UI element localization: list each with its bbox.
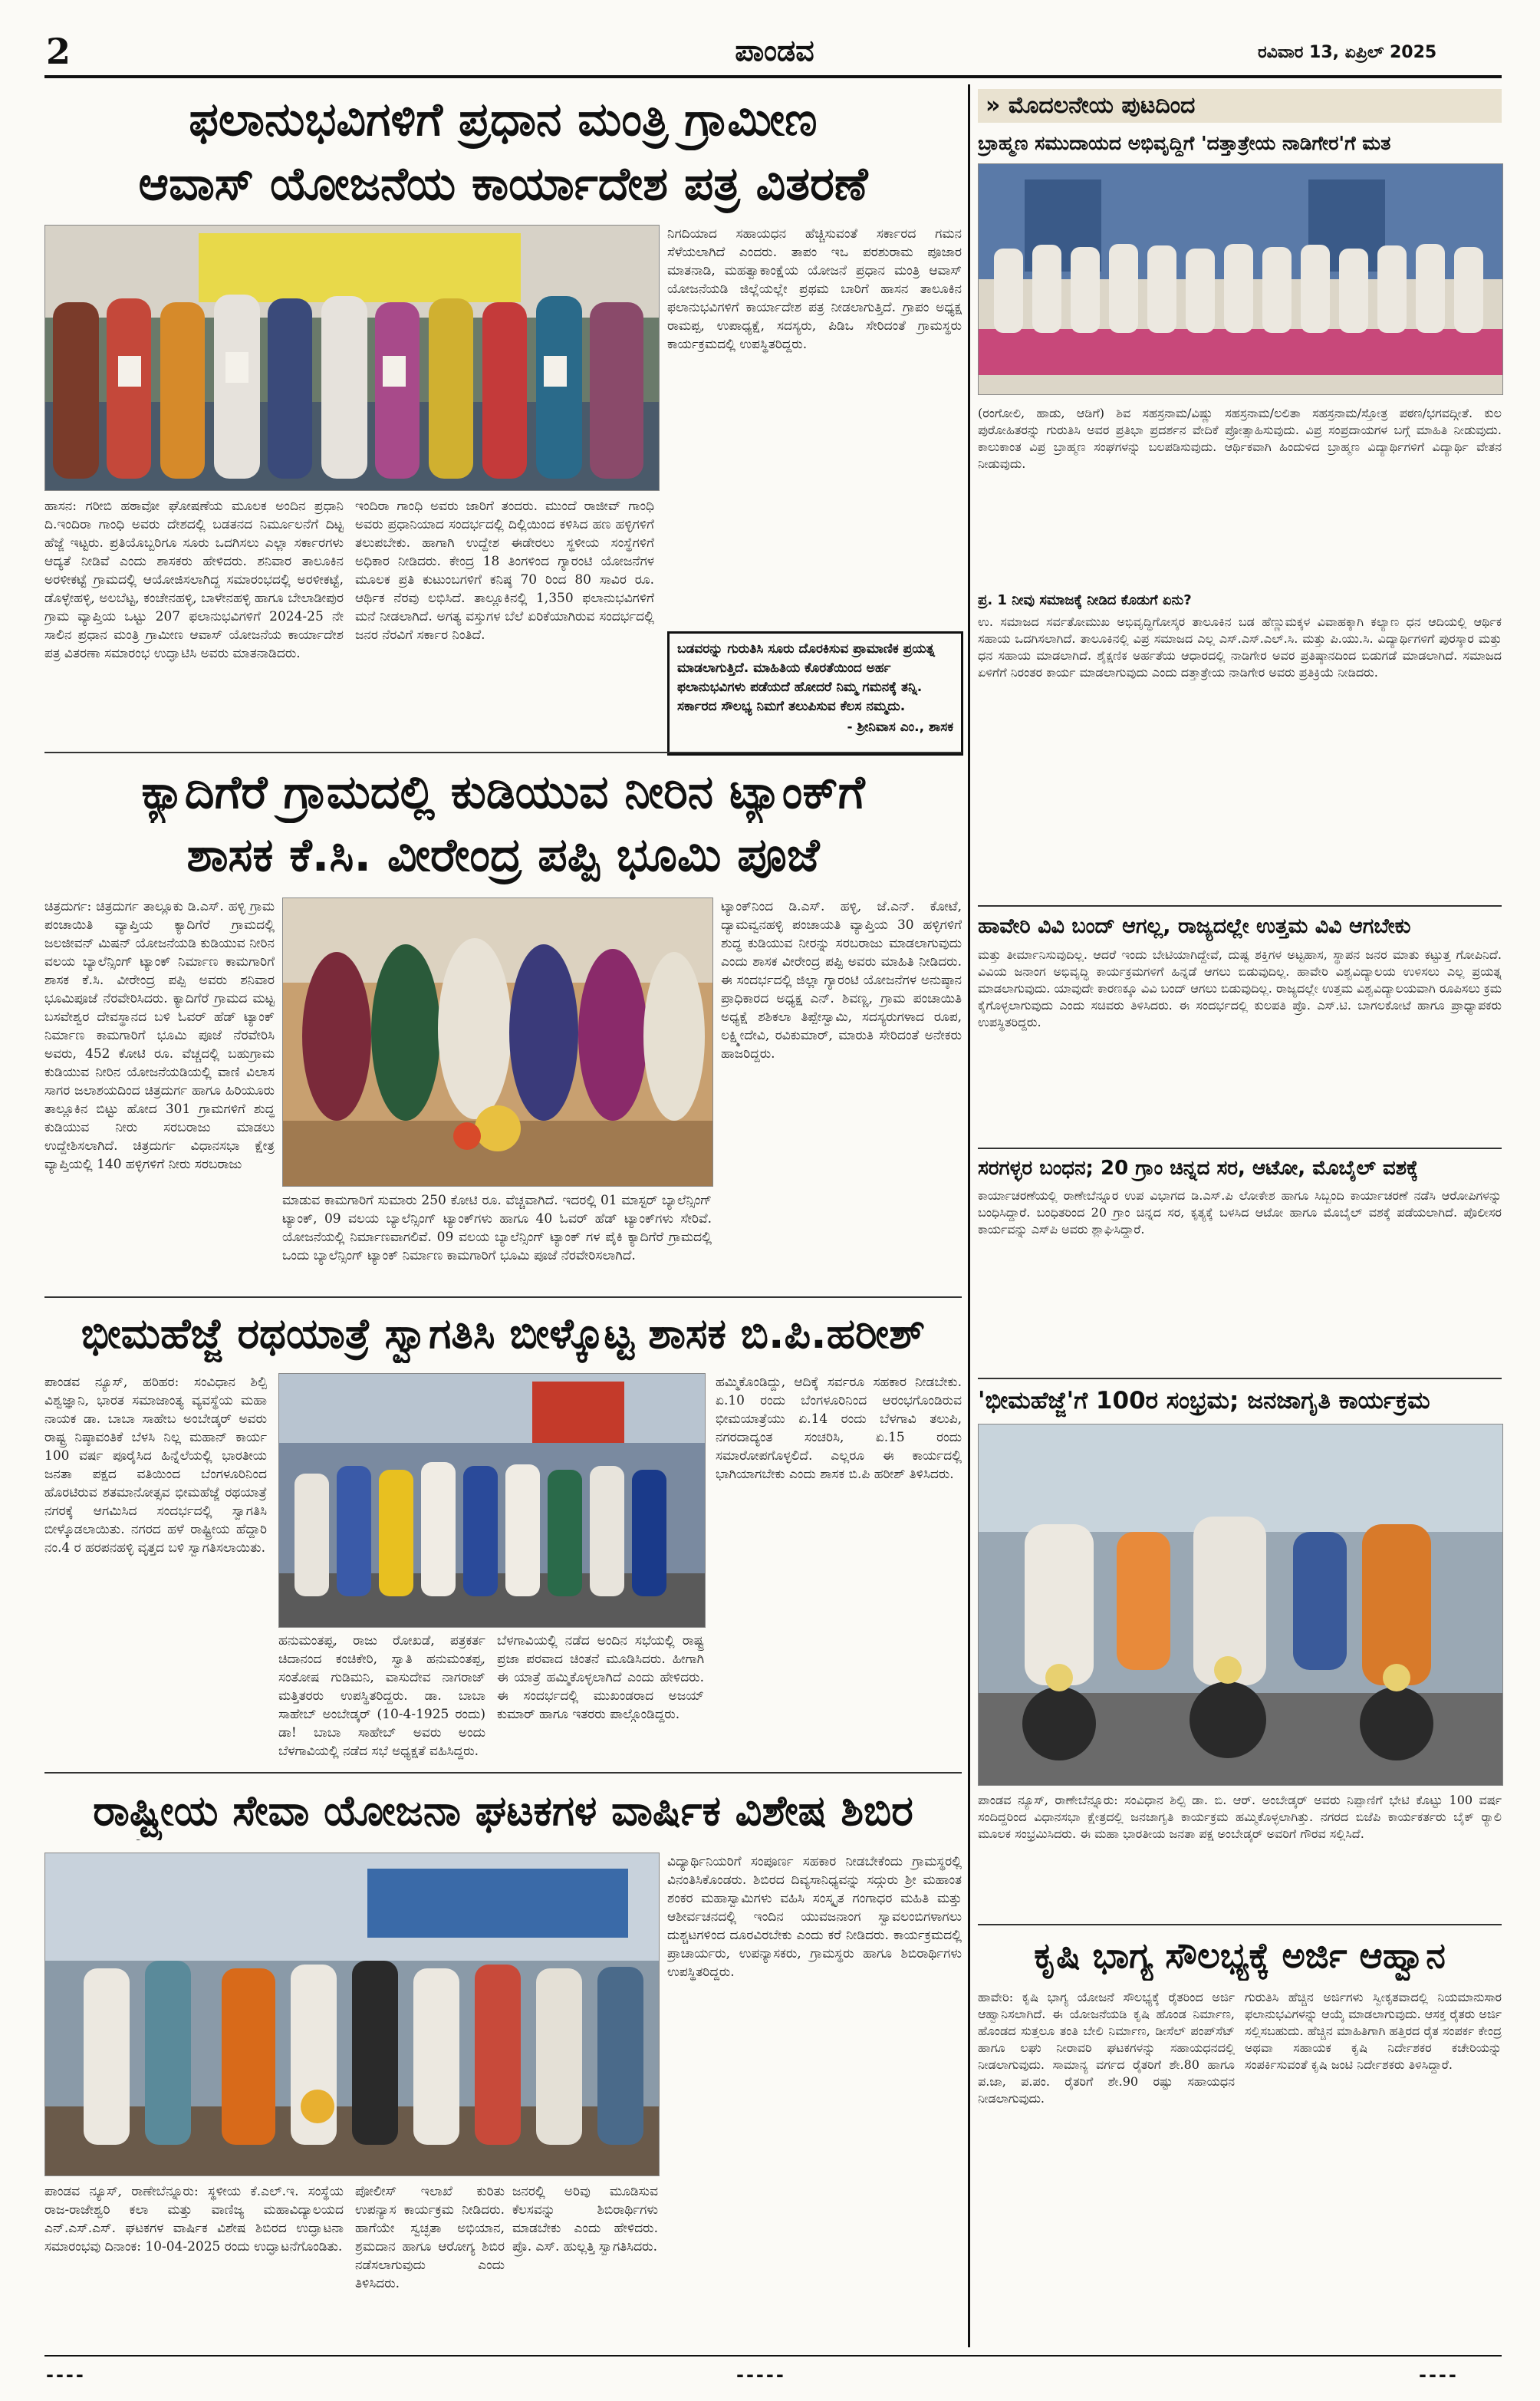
article-krishi-bhagya-body-col2: ಗುರುತಿಸಿ ಹೆಚ್ಚಿನ ಅರ್ಜಿಗಳು ಸ್ವೀಕೃತವಾದಲ್ಲಿ ನಿಯಮಾನುಸಾರ ಫಲಾನುಭವಿಗಳನ್ನು ಆಯ್ಕೆ ಮಾಡಲಾಗುವುದು. ಆಸಕ್ತ ರೈತರು ಅರ್ಜಿ ಸಲ್ಲಿಸಬಹುದು. ಹೆಚ್ಚಿನ ಮಾಹಿತಿಗಾಗಿ ಹತ್ತಿರದ ರೈತ ಸಂಪರ್ಕ ಕೇಂದ್ರ ಅಥವಾ ಸಹಾಯಕ ಕೃಷಿ ನಿರ್ದೇಶಕರ ಕಚೇರಿಯನ್ನು ಸಂಪರ್ಕಿಸುವಂತೆ ಕೃಷಿ ಜಂಟಿ ನಿರ್ದೇಶಕರು ತಿಳಿಸಿದ್ದಾರೆ.	[1245, 1990, 1502, 2072]
divider-r4	[978, 1924, 1502, 1925]
article-housing-body-col2: ಇಂದಿರಾ ಗಾಂಧಿ ಅವರು ಜಾರಿಗೆ ತಂದರು. ಮುಂದೆ ರಾಜೀವ್ ಗಾಂಧಿ ಅವರು ಪ್ರಧಾನಿಯಾದ ಸಂದರ್ಭದಲ್ಲಿ ದಿಲ್ಲಿಯಿಂದ ಕಳಿಸಿದ ಹಣ ಹಳ್ಳಿಗಳಿಗೆ ತಲುಪಬೇಕು. ಹಾಗಾಗಿ ಉದ್ದೇಶ ಈಡೇರಲು ಸ್ಥಳೀಯ ಸಂಸ್ಥೆಗಳಿಗೆ ಅಧಿಕಾರ ನೀಡಿದರು. ಕೇಂದ್ರ 18 ತಿಂಗಳಿಂದ ಗ್ಯಾರಂಟಿ ಯೋಜನೆಗಳ ಮೂಲಕ ಪ್ರತಿ ಕುಟುಂಬಗಳಿಗೆ ಕನಿಷ್ಠ 70 ರಿಂದ 80 ಸಾವಿರ ರೂ. ಆರ್ಥಿಕ ನೆರವು ಲಭಿಸಿದೆ. ತಾಲ್ಲೂಕಿನಲ್ಲಿ 1,350 ಫಲಾನುಭವಿಗಳಿಗೆ ಮನೆ ನೀಡಲಾಗಿದೆ. ಅಗತ್ಯ ವಸ್ತುಗಳ ಬೆಲೆ ಏರಿಕೆಯಾಗಿರುವ ಸಂದರ್ಭದಲ್ಲಿ ಜನರ ನೆರವಿಗೆ ಸರ್ಕಾರ ನಿಂತಿದೆ.	[355, 499, 654, 643]
divider-2	[44, 1296, 962, 1298]
article-housing-photo	[44, 225, 660, 491]
article-housing-quote-attribution: - ಶ್ರೀನಿವಾಸ ಎಂ., ಶಾಸಕ	[847, 720, 953, 735]
column-divider	[968, 84, 970, 2347]
article-brahmin-question: ಪ್ರ. 1 ನೀವು ಸಮಾಜಕ್ಕೆ ನೀಡಿದ ಕೊಡುಗೆ ಏನು?	[978, 592, 1192, 608]
masthead: ಪಾಂಡವ	[735, 34, 814, 68]
article-bheemahejje-body: ಪಾಂಡವ ನ್ಯೂಸ್, ರಾಣೇಬೆನ್ನೂರು: ಸಂವಿಧಾನ ಶಿಲ್ಪಿ ಡಾ. ಬಿ. ಆರ್. ಅಂಬೇಡ್ಕರ್ ಅವರು ನಿಪ್ಪಾಣಿಗೆ ಭೇಟಿ ಕೊಟ್ಟು 100 ವರ್ಷ ಸಂದಿದ್ದರಿಂದ ವಿಧಾನಸಭಾ ಕ್ಷೇತ್ರದಲ್ಲಿ ಜನಜಾಗೃತಿ ಕಾರ್ಯಕ್ರಮ ಹಮ್ಮಿಕೊಳ್ಳಲಾಗಿತ್ತು. ನಗರದ ಬಿಜೆಪಿ ಕಾರ್ಯಕರ್ತರು ಬೈಕ್ ರ್‍ಯಾಲಿ ಮೂಲಕ ಸಂಭ್ರಮಿಸಿದರು. ಈ ಮಹಾ ಭಾರತೀಯ ಜನತಾ ಪಕ್ಷ ಅಂಬೇಡ್ಕರ್ ಅವರಿಗೆ ಗೌರವ ಸಲ್ಲಿಸಿದೆ.	[978, 1793, 1502, 1841]
rathayatra-welcome-photo	[279, 1374, 705, 1627]
article-bheema-rathayatra-caption-col3: ಬೆಳಗಾವಿಯಲ್ಲಿ ನಡೆದ ಅಂದಿನ ಸಭೆಯಲ್ಲಿ ರಾಷ್ಟ್ರ ಪ್ರಜಾ ಪರವಾದ ಚಿಂತನೆ ಮೂಡಿಸಿದರು. ಹೀಗಾಗಿ ಈ ಯಾತ್ರೆ ಹಮ್ಮಿಕೊಳ್ಳಲಾಗಿದೆ ಎಂದು ಹೇಳಿದರು. ಈ ಸಂದರ್ಭದಲ್ಲಿ ಮುಖಂಡರಾದ ಅಜಯ್ ಕುಮಾರ್ ಹಾಗೂ ಇತರರು ಪಾಲ್ಗೊಂಡಿದ್ದರು.	[497, 1633, 704, 1722]
article-chain-snatchers-body: ಕಾರ್ಯಾಚರಣೆಯಲ್ಲಿ ರಾಣೇಬೆನ್ನೂರ ಉಪ ವಿಭಾಗದ ಡಿ.ಎಸ್.ಪಿ ಲೋಕೇಶ ಹಾಗೂ ಸಿಬ್ಬಂದಿ ಕಾರ್ಯಾಚರಣೆ ನಡೆಸಿ ಆರೋಪಿಗಳನ್ನು ಬಂಧಿಸಿದ್ದಾರೆ. ಬಂಧಿತರಿಂದ 20 ಗ್ರಾಂ ಚಿನ್ನದ ಸರ, ಕೃತ್ಯಕ್ಕೆ ಬಳಸಿದ ಆಟೋ ಹಾಗೂ ಮೊಬೈಲ್ ವಶಕ್ಕೆ ಪಡೆಯಲಾಗಿದೆ. ಪೊಲೀಸರ ಕಾರ್ಯವನ್ನು ಎಸ್‌ಪಿ ಅವರು ಶ್ಲಾಘಿಸಿದ್ದಾರೆ.	[978, 1188, 1502, 1237]
article-housing-body-col1: ಹಾಸನ: ಗರೀಬಿ ಹಠಾವೋ ಘೋಷಣೆಯ ಮೂಲಕ ಅಂದಿನ ಪ್ರಧಾನಿ ದಿ.ಇಂದಿರಾ ಗಾಂಧಿ ಅವರು ದೇಶದಲ್ಲಿ ಬಡತನದ ನಿರ್ಮೂಲನೆಗೆ ದಿಟ್ಟ ಹೆಜ್ಜೆ ಇಟ್ಟರು. ಪ್ರತಿಯೊಬ್ಬರಿಗೂ ಸೂರು ಒದಗಿಸಲು ಎಲ್ಲಾ ಸರ್ಕಾರಗಳು ಆದ್ಯತೆ ನೀಡಿವೆ ಎಂದು ಶಾಸಕರು ಹೇಳಿದರು. ಶನಿವಾರ ತಾಲೂಕಿನ ಅರಳೀಕಟ್ಟೆ ಗ್ರಾಮದಲ್ಲಿ ಆಯೋಜಿಸಲಾಗಿದ್ದ ಸಮಾರಂಭದಲ್ಲಿ ಅರಳೀಕಟ್ಟೆ, ಡೊಳ್ಳೇಹಳ್ಳಿ, ಅಲಬೆಟ್ಟ, ಕಂಚೇನಹಳ್ಳಿ, ಬಾಳೇನಹಳ್ಳಿ ಹಾಗೂ ಬೇಲಾಡೀಪುರ ಗ್ರಾಮ ವ್ಯಾಪ್ತಿಯ ಒಟ್ಟು 207 ಫಲಾನುಭವಿಗಳಿಗೆ 2024-25 ನೇ ಸಾಲಿನ ಪ್ರಧಾನ ಮಂತ್ರಿ ಗ್ರಾಮೀಣ ಆವಾಸ್ ಯೋಜನೆಯ ಕಾರ್ಯಾದೇಶ ಪತ್ರ ವಿತರಣಾ ಸಮಾರಂಭ ಉದ್ಘಾಟಿಸಿ ಅವರು ಮಾತನಾಡಿದರು.	[44, 499, 344, 661]
footer-left-marks: ----	[46, 2364, 86, 2386]
footer-rule	[44, 2355, 1502, 2357]
article-water-tank	[44, 756, 962, 1293]
article-bheemahejje-headline: 'ಭೀಮಹೆಜ್ಜೆ'ಗೆ 100ರ ಸಂಭ್ರಮ; ಜನಜಾಗೃತಿ ಕಾರ್ಯಕ್ರಮ	[978, 1387, 1430, 1415]
footer-right-marks: ----	[1419, 2364, 1459, 2386]
section-tag: » ಮೊದಲನೇಯ ಪುಟದಿಂದ	[978, 89, 1502, 123]
bhoomi-pooja-photo	[283, 898, 712, 1186]
header-rule	[44, 75, 1502, 78]
article-bheema-rathayatra	[44, 1300, 962, 1768]
article-bheema-rathayatra-body-col1: ಪಾಂಡವ ನ್ಯೂಸ್, ಹರಿಹರ: ಸಂವಿಧಾನ ಶಿಲ್ಪಿ ವಿಶ್ವಜ್ಞಾನಿ, ಭಾರತ ಸಮಾಜಾಂತ್ಯ ವ್ಯವಸ್ಥೆಯ ಮಹಾ ನಾಯಕ ಡಾ. ಬಾಬಾ ಸಾಹೇಬ ಅಂಬೇಡ್ಕರ್ ಅವರು ರಾಷ್ಟ್ರ ನಿಷ್ಠಾವಂತಿಕೆ ಬೆಳಸಿ ನಿಲ್ಲ ಮಹಾನ್ ಕಾರ್ಯ 100 ವರ್ಷ ಪೂರೈಸಿದ ಹಿನ್ನೆಲೆಯಲ್ಲಿ ಭಾರತೀಯ ಜನತಾ ಪಕ್ಷದ ವತಿಯಿಂದ ಬೆಂಗಳೂರಿನಿಂದ ಹೊರಟಿರುವ ಶತಮಾನೋತ್ಸವ ಭೀಮಹೆಜ್ಜೆ ರಥಯಾತ್ರೆ ನಗರಕ್ಕೆ ಆಗಮಿಸಿದ ಸಂದರ್ಭದಲ್ಲಿ ಸ್ವಾಗತಿಸಿ ಬೀಳ್ಕೊಡಲಾಯಿತು. ನಗರದ ಹಳೆ ರಾಷ್ಟ್ರೀಯ ಹೆದ್ದಾರಿ ನಂ.4 ರ ಹರಪನಹಳ್ಳಿ ವೃತ್ತದ ಬಳಿ ಸ್ವಾಗತಿಸಲಾಯಿತು.	[44, 1375, 267, 1556]
page-number: 2	[46, 31, 71, 72]
article-water-tank-caption: ಮಾಡುವ ಕಾಮಗಾರಿಗೆ ಸುಮಾರು 250 ಕೋಟಿ ರೂ. ವೆಚ್ಚವಾಗಿದೆ. ಇದರಲ್ಲಿ 01 ಮಾಸ್ಟರ್ ಬ್ಯಾಲೆನ್ಸಿಂಗ್ ಟ್ಯಾಂಕ್, 09 ವಲಯ ಬ್ಯಾಲೆನ್ಸಿಂಗ್ ಟ್ಯಾಂಕ್‌ಗಳು ಹಾಗೂ 40 ಓವರ್ ಹೆಡ್ ಟ್ಯಾಂಕ್‌ಗಳು ಸೇರಿವೆ. ಯೋಜನೆಯಲ್ಲಿ ನಿರ್ಮಾಣವಾಗಲಿವೆ. 09 ವಲಯ ಬ್ಯಾಲೆನ್ಸಿಂಗ್ ಟ್ಯಾಂಕ್ ಗಳ ಪೈಕಿ ಕ್ಯಾದಿಗೆರೆ ಗ್ರಾಮದಲ್ಲಿ ಒಂದು ಬ್ಯಾಲೆನ್ಸಿಂಗ್ ಟ್ಯಾಂಕ್ ನಿರ್ಮಾಣ ಕಾಮಗಾರಿಗೆ ಭೂಮಿ ಪೂಜೆ ನೆರವೇರಿಸಲಾಗಿದೆ.	[282, 1193, 712, 1263]
article-housing-body-col3: ನಿಗದಿಯಾದ ಸಹಾಯಧನ ಹೆಚ್ಚಿಸುವಂತೆ ಸರ್ಕಾರದ ಗಮನ ಸೆಳೆಯಲಾಗಿದೆ ಎಂದರು. ತಾಪಂ ಇಒ ಪರಶುರಾಮ ಪೂಜಾರ ಮಾತನಾಡಿ, ಮಹತ್ವಾಕಾಂಕ್ಷೆಯ ಯೋಜನೆ ಪ್ರಧಾನ ಮಂತ್ರಿ ಆವಾಸ್ ಯೋಜನೆಯಡಿ ಜಿಲ್ಲೆಯಲ್ಲೇ ಪ್ರಥಮ ಬಾರಿಗೆ ಹಾಸನ ತಾಲೂಕಿನ ಫಲಾನುಭವಿಗಳಿಗೆ ಕಾರ್ಯಾದೇಶ ಪತ್ರ ನೀಡಲಾಗುತ್ತಿದೆ. ಗ್ರಾಪಂ ಅಧ್ಯಕ್ಷ ರಾಮಪ್ಪ, ಉಪಾಧ್ಯಕ್ಷೆ, ಸದಸ್ಯರು, ಪಿಡಿಒ ಸೇರಿದಂತೆ ಗ್ರಾಮಸ್ಥರು ಕಾರ್ಯಕ್ರಮದಲ್ಲಿ ಉಪಸ್ಥಿತರಿದ್ದರು.	[667, 226, 962, 352]
article-water-tank-photo	[282, 897, 713, 1187]
divider-r3	[978, 1378, 1502, 1379]
article-brahmin-photo	[978, 163, 1503, 395]
issue-date: ರವಿವಾರ 13, ಏಪ್ರಿಲ್ 2025	[1258, 43, 1437, 62]
divider-1	[44, 752, 962, 753]
article-water-tank-headline-2: ಶಾಸಕ ಕೆ.ಸಿ. ವೀರೇಂದ್ರ ಪಪ್ಪಿ ಭೂಮಿ ಪೂಜೆ	[186, 828, 820, 882]
article-krishi-bhagya-body-col1: ಹಾವೇರಿ: ಕೃಷಿ ಭಾಗ್ಯ ಯೋಜನೆ ಸೌಲಭ್ಯಕ್ಕೆ ರೈತರಿಂದ ಅರ್ಜಿ ಆಹ್ವಾನಿಸಲಾಗಿದೆ. ಈ ಯೋಜನೆಯಡಿ ಕೃಷಿ ಹೊಂಡ ನಿರ್ಮಾಣ, ಹೊಂಡದ ಸುತ್ತಲೂ ತಂತಿ ಬೇಲಿ ನಿರ್ಮಾಣ, ಡೀಸೆಲ್ ಪಂಪ್‌ಸೆಟ್ ಹಾಗೂ ಲಘು ನೀರಾವರಿ ಘಟಕಗಳನ್ನು ಸಹಾಯಧನದಲ್ಲಿ ನೀಡಲಾಗುವುದು. ಸಾಮಾನ್ಯ ವರ್ಗದ ರೈತರಿಗೆ ಶೇ.80 ಹಾಗೂ ಪ.ಜಾ, ಪ.ಪಂ. ರೈತರಿಗೆ ಶೇ.90 ರಷ್ಟು ಸಹಾಯಧನ ನೀಡಲಾಗುವುದು.	[978, 1990, 1235, 2106]
bike-rally-photo	[979, 1424, 1502, 1785]
article-housing-headline-1: ಫಲಾನುಭವಿಗಳಿಗೆ ಪ್ರಧಾನ ಮಂತ್ರಿ ಗ್ರಾಮೀಣ	[189, 93, 818, 147]
article-nss-camp-photo	[44, 1853, 660, 2176]
article-nss-camp-body-col1: ಪಾಂಡವ ನ್ಯೂಸ್, ರಾಣೇಬೆನ್ನೂರು: ಸ್ಥಳೀಯ ಕೆ.ಎಲ್.ಇ. ಸಂಸ್ಥೆಯ ರಾಜ-ರಾಜೇಶ್ವರಿ ಕಲಾ ಮತ್ತು ವಾಣಿಜ್ಯ ಮಹಾವಿದ್ಯಾಲಯದ ಎನ್.ಎಸ್.ಎಸ್. ಘಟಕಗಳ ವಾರ್ಷಿಕ ವಿಶೇಷ ಶಿಬಿರದ ಉದ್ಘಾಟನಾ ಸಮಾರಂಭವು ದಿನಾಂಕ: 10-04-2025 ರಂದು ಉದ್ಘಾಟನೆಗೊಂಡಿತು.	[44, 2184, 344, 2254]
article-university-headline: ಹಾವೇರಿ ವಿವಿ ಬಂದ್ ಆಗಲ್ಲ, ರಾಜ್ಯದಲ್ಲೇ ಉತ್ತಮ ವಿವಿ ಆಗಬೇಕು	[978, 914, 1411, 938]
beneficiaries-group-photo	[45, 226, 659, 490]
article-krishi-bhagya-headline: ಕೃಷಿ ಭಾಗ್ಯ ಸೌಲಭ್ಯಕ್ಕೆ ಅರ್ಜಿ ಆಹ್ವಾನ	[1034, 1935, 1446, 1976]
divider-r1	[978, 905, 1502, 907]
article-nss-camp-body-col2: ಪೋಲೀಸ್ ಇಲಾಖೆ ಕುರಿತು ಉಪನ್ಯಾಸ ಕಾರ್ಯಕ್ರಮ ನೀಡಿದರು. ಹಾಗೆಯೇ ಸ್ವಚ್ಛತಾ ಅಭಿಯಾನ, ಶ್ರಮದಾನ ಹಾಗೂ ಆರೋಗ್ಯ ಶಿಬಿರ ನಡೆಸಲಾಗುವುದು ಎಂದು ತಿಳಿಸಿದರು.	[355, 2184, 505, 2291]
article-water-tank-headline-1: ಕ್ಯಾದಿಗೆರೆ ಗ್ರಾಮದಲ್ಲಿ ಕುಡಿಯುವ ನೀರಿನ ಟ್ಯಾಂಕ್‌ಗೆ	[141, 766, 865, 819]
article-bheema-rathayatra-body-col2: ಹಮ್ಮಿಕೊಂಡಿದ್ದು, ಆದಿಕ್ಕೆ ಸರ್ವರೂ ಸಹಕಾರ ನೀಡಬೇಕು. ಏ.10 ರಂದು ಬೆಂಗಳೂರಿನಿಂದ ಆರಂಭಗೊಂಡಿರುವ ಭೀಮಯಾತ್ರೆಯು ಏ.14 ರಂದು ಬೆಳಗಾವಿ ತಲುಪಿ, ನಗರದಾದ್ಯಂತ ಸಂಚರಿಸಿ, ಏ.15 ರಂದು ಸಮಾರೋಪಗೊಳ್ಳಲಿದೆ. ಎಲ್ಲರೂ ಈ ಕಾರ್ಯದಲ್ಲಿ ಭಾಗಿಯಾಗಬೇಕು ಎಂದು ಶಾಸಕ ಬಿ.ಪಿ ಹರೀಶ್ ತಿಳಿಸಿದರು.	[716, 1375, 962, 1482]
divider-r2	[978, 1148, 1502, 1149]
article-nss-camp-body-right: ವಿದ್ಯಾರ್ಥಿನಿಯರಿಗೆ ಸಂಪೂರ್ಣ ಸಹಕಾರ ನೀಡಬೇಕೆಂದು ಗ್ರಾಮಸ್ಥರಲ್ಲಿ ವಿನಂತಿಸಿಕೊಂಡರು. ಶಿಬಿರದ ದಿವ್ಯಸಾನಿಧ್ಯವನ್ನು ಸದ್ಗುರು ಶ್ರೀ ಮಹಾಂತ ಶಂಕರ ಮಹಾಸ್ವಾಮಿಗಳು ವಹಿಸಿ ಸಂಸ್ಕೃತ ಗಂಗಾಧರ ಮಹಿತಿ ಮತ್ತು ಆಶೀರ್ವಚನದಲ್ಲಿ ಇಂದಿನ ಯುವಜನಾಂಗ ಸ್ವಾವಲಂಬಿಗಳಾಗಲು ದುಶ್ಚಟಗಳಿಂದ ದೂರವಿರಬೇಕು ಎಂದು ಕರೆ ನೀಡಿದರು. ಕಾರ್ಯಕ್ರಮದಲ್ಲಿ ಪ್ರಾಚಾರ್ಯರು, ಉಪನ್ಯಾಸಕರು, ಗ್ರಾಮಸ್ಥರು ಹಾಗೂ ಶಿಬಿರಾರ್ಥಿಗಳು ಉಪಸ್ಥಿತರಿದ್ದರು.	[667, 1854, 962, 1980]
article-university-body: ಮತ್ತು ತೀರ್ಮಾನಿಸುವುದಿಲ್ಲ. ಆದರೆ ಇಂದು ಬೇಟಿಯಾಗಿದ್ದೇವೆ, ದುಷ್ಟ ಶಕ್ತಿಗಳ ಅಟ್ಟಹಾಸ, ಸ್ಥಾಪನ ಜನರ ಮಾತು ಕಟ್ಟುತ್ತ ಗೋಪಿನಿದೆ. ವಿವಿಯ ಜನಾಂಗ ಅಭಿವೃದ್ಧಿ ಕಾರ್ಯಕ್ರಮಗಳಿಗೆ ಹಿನ್ನಡೆ ಆಗಲು ಬಿಡುವುದಿಲ್ಲ. ಹಾವೇರಿ ವಿಶ್ವವಿದ್ಯಾಲಯ ಉಳಿಸಲು ಎಲ್ಲ ಪ್ರಯತ್ನ ಮಾಡಲಾಗುವುದು. ಯಾವುದೇ ಕಾರಣಕ್ಕೂ ವಿವಿ ಬಂದ್ ಆಗಲು ಬಿಡುವುದಿಲ್ಲ. ರಾಜ್ಯದಲ್ಲೇ ಉತ್ತಮ ವಿಶ್ವವಿದ್ಯಾಲಯವಾಗಿ ರೂಪಿಸಲು ಕ್ರಮ ಕೈಗೊಳ್ಳಲಾಗುವುದು ಎಂದು ಸಚಿವರು ತಿಳಿಸಿದರು. ಈ ಸಂದರ್ಭದಲ್ಲಿ ಕುಲಪತಿ ಪ್ರೊ. ಎಸ್.ಟಿ. ಬಾಗಲಕೋಟೆ ಹಾಗೂ ಪ್ರಾಧ್ಯಾಪಕರು ಉಪಸ್ಥಿತರಿದ್ದರು.	[978, 947, 1502, 1029]
article-brahmin-headline: ಬ್ರಾಹ್ಮಣ ಸಮುದಾಯದ ಅಭಿವೃದ್ಧಿಗೆ 'ದತ್ತಾತ್ರೇಯ ನಾಡಿಗೇರ'ಗೆ ಮತ	[978, 132, 1391, 154]
article-housing-headline-2: ಆವಾಸ್ ಯೋಜನೆಯ ಕಾರ್ಯಾದೇಶ ಪತ್ರ ವಿತರಣೆ	[138, 157, 868, 211]
article-brahmin-body: (ರಂಗೋಲಿ, ಹಾಡು, ಆಡಿಗೆ) ಶಿವ ಸಹಸ್ರನಾಮ/ವಿಷ್ಣು ಸಹಸ್ರನಾಮ/ಲಲಿತಾ ಸಹಸ್ರನಾಮ/ಸ್ತೋತ್ರ ಪಠಣ/ಭಗವದ್ಗೀತೆ. ಕುಲ ಪುರೋಹಿತರನ್ನು ಗುರುತಿಸಿ ಅವರ ಪ್ರತಿಭಾ ಪ್ರದರ್ಶನ ವೇದಿಕೆ ಪ್ರೋತ್ಸಾಹಿಸುವುದು. ವಿಪ್ರ ಸಂಪ್ರದಾಯಗಳ ಬಗ್ಗೆ ಮಾಹಿತಿ ನೀಡುವುದು. ಕಾಲುಕಾಂತ ವಿಪ್ರ ಬ್ರಾಹ್ಮಣ ಸಂಘಗಳನ್ನು ಬಲಪಡಿಸುವುದು. ಆರ್ಥಿಕವಾಗಿ ಹಿಂದುಳಿದ ಬ್ರಾಹ್ಮಣ ವಿದ್ಯಾರ್ಥಿಗಳಿಗೆ ವಿದ್ಯಾರ್ಥಿ ವೇತನ ನೀಡುವುದು.	[978, 406, 1502, 471]
article-bheema-rathayatra-caption-col2: ಹನುಮಂತಪ್ಪ, ರಾಜು ರೋಖಡೆ, ಪತ್ರಕರ್ತ ಚಿದಾನಂದ ಕಂಚಿಕೇರಿ, ಸ್ವಾತಿ ಹನುಮಂತಪ್ಪ, ಸಂತೋಷ ಗುಡಿಮನಿ, ವಾಸುದೇವ ನಾಗರಾಜ್ ಮತ್ತಿತರರು ಉಪಸ್ಥಿತರಿದ್ದರು. ಡಾ. ಬಾಬಾ ಸಾಹೇಬ್ ಅಂಬೇಡ್ಕರ್ (10-4-1925 ರಂದು) ಡಾ! ಬಾಬಾ ಸಾಹೇಬ್ ಅವರು ಅಂದು ಬೆಳಗಾವಿಯಲ್ಲಿ ನಡೆದ ಸಭೆ ಅಧ್ಯಕ್ಷತೆ ವಹಿಸಿದ್ದರು.	[278, 1633, 485, 1759]
footer-center-marks: -----	[736, 2364, 786, 2386]
article-nss-camp-body-col3: ಜನರಲ್ಲಿ ಅರಿವು ಮೂಡಿಸುವ ಕೆಲಸವನ್ನು ಶಿಬಿರಾರ್ಥಿಗಳು ಮಾಡಬೇಕು ಎಂದು ಹೇಳಿದರು. ಪ್ರೊ. ಎಸ್. ಹುಲ್ಲತ್ತಿ ಸ್ವಾಗತಿಸಿದರು.	[512, 2184, 658, 2254]
right-column	[978, 83, 1502, 2346]
article-nss-camp-headline: ರಾಷ್ಟ್ರೀಯ ಸೇವಾ ಯೋಜನಾ ಘಟಕಗಳ ವಾರ್ಷಿಕ ವಿಶೇಷ ಶಿಬಿರ	[93, 1787, 913, 1835]
article-housing-quote-text: ಬಡವರನ್ನು ಗುರುತಿಸಿ ಸೂರು ದೊರಕಿಸುವ ಪ್ರಾಮಾಣಿಕ ಪ್ರಯತ್ನ ಮಾಡಲಾಗುತ್ತಿದೆ. ಮಾಹಿತಿಯ ಕೊರತೆಯಿಂದ ಅರ್ಹ ಫಲಾನುಭವಿಗಳು ಪಡೆಯದೆ ಹೋದರೆ ನಿಮ್ಮ ಗಮನಕ್ಕೆ ತನ್ನಿ. ಸರ್ಕಾರದ ಸೌಲಭ್ಯ ನಿಮಗೆ ತಲುಪಿಸುವ ಕೆಲಸ ನಮ್ಮದು.	[677, 641, 935, 714]
article-brahmin-answer: ಉ. ಸಮಾಜದ ಸರ್ವತೋಮುಖ ಅಭಿವೃದ್ಧಿಗೋಸ್ಕರ ತಾಲೂಕಿನ ಬಡ ಹೆಣ್ಣುಮಕ್ಕಳ ವಿವಾಹಕ್ಕಾಗಿ ಕಲ್ಯಾಣ ಧನ ಆದಿಯಲ್ಲಿ ಆರ್ಥಿಕ ಸಹಾಯ ಒದಗಿಸಲಾಗಿದೆ. ತಾಲೂಕಿನಲ್ಲಿ ವಿಪ್ರ ಸಮಾಜದ ಎಲ್ಲ ಎಸ್.ಎಸ್.ಎಲ್.ಸಿ. ಮತ್ತು ಪಿ.ಯು.ಸಿ. ವಿದ್ಯಾರ್ಥಿಗಳಿಗೆ ಪುರಸ್ಕಾರ ಮತ್ತು ಧನ ಸಹಾಯ ಮಾಡಲಾಗಿದೆ. ಶೈಕ್ಷಣಿಕ ಅರ್ಹತೆಯ ಆಧಾರದಲ್ಲಿ ನಾಡಿಗೇರ ಅವರ ಪ್ರತಿಷ್ಠಾನದಿಂದ ಬಿಡುಗಡೆ ಮಾಡಲಾಗಿದೆ. ಸಮಾಜದ ಏಳಿಗೆಗೆ ನಿರಂತರ ಕಾರ್ಯ ಮಾಡಲಾಗುವುದು ಎಂದು ದತ್ತಾತ್ರೇಯ ನಾಡಿಗೇರ ಅವರು ಪ್ರತಿಕ್ರಿಯೆ ನೀಡಿದರು.	[978, 614, 1502, 680]
article-water-tank-body-col1: ಚಿತ್ರದುರ್ಗ: ಚಿತ್ರದುರ್ಗ ತಾಲ್ಲೂಕು ಡಿ.ಎಸ್. ಹಳ್ಳಿ ಗ್ರಾಮ ಪಂಚಾಯಿತಿ ವ್ಯಾಪ್ತಿಯ ಕ್ಯಾದಿಗೆರೆ ಗ್ರಾಮದಲ್ಲಿ ಜಲಜೀವನ್ ಮಿಷನ್ ಯೋಜನೆಯಡಿ ಕುಡಿಯುವ ನೀರಿನ ವಲಯ ಬ್ಯಾಲೆನ್ಸಿಂಗ್ ಟ್ಯಾಂಕ್ ನಿರ್ಮಾಣ ಕಾಮಗಾರಿಗೆ ಶಾಸಕ ಕೆ.ಸಿ. ವೀರೇಂದ್ರ ಪಪ್ಪಿ ಅವರು ಶನಿವಾರ ಭೂಮಿಪೂಜೆ ನೆರವೇರಿಸಿದರು. ಕ್ಯಾದಿಗೆರೆ ಗ್ರಾಮದ ಮಟ್ಟ ಬಸವೇಶ್ವರ ದೇವಸ್ಥಾನದ ಬಳಿ ಓವರ್ ಹೆಡ್ ಟ್ಯಾಂಕ್ ನಿರ್ಮಾಣ ಕಾಮಗಾರಿಗೆ ಭೂಮಿ ಪೂಜೆ ನೆರವೇರಿಸಿ ಅವರು, 452 ಕೋಟಿ ರೂ. ವೆಚ್ಚದಲ್ಲಿ ಬಹುಗ್ರಾಮ ಕುಡಿಯುವ ನೀರಿನ ಯೋಜನೆಯಡಿಯಲ್ಲಿ ವಾಣಿ ವಿಲಾಸ ಸಾಗರ ಜಲಾಶಯದಿಂದ ಚಿತ್ರದುರ್ಗ ಹಾಗೂ ಹಿರಿಯೂರು ತಾಲ್ಲೂಕಿನ ಬಿಟ್ಟು ಹೋದ 301 ಗ್ರಾಮಗಳಿಗೆ ಶುದ್ಧ ಕುಡಿಯುವ ನೀರು ಸರಬರಾಜು ಮಾಡಲು ಉದ್ದೇಶಿಸಲಾಗಿದೆ. ಚಿತ್ರದುರ್ಗ ವಿಧಾನಸಭಾ ಕ್ಷೇತ್ರ ವ್ಯಾಪ್ತಿಯಲ್ಲಿ 140 ಹಳ್ಳಿಗಳಿಗೆ ನೀರು ಸರಬರಾಜು	[44, 899, 275, 1172]
article-chain-snatchers-headline: ಸರಗಳ್ಳರ ಬಂಧನ; 20 ಗ್ರಾಂ ಚಿನ್ನದ ಸರ, ಆಟೋ, ಮೊಬೈಲ್ ವಶಕ್ಕೆ	[978, 1157, 1419, 1180]
article-nss-camp	[44, 1776, 962, 2347]
divider-3	[44, 1772, 962, 1774]
article-bheemahejje-photo	[978, 1424, 1503, 1786]
article-housing-quote	[667, 631, 963, 756]
article-water-tank-body-col3: ಟ್ಯಾಂಕ್‌ನಿಂದ ಡಿ.ಎಸ್. ಹಳ್ಳಿ, ಜೆ.ಎನ್. ಕೋಟೆ, ದ್ಯಾಮವ್ವನಹಳ್ಳಿ ಪಂಚಾಯತಿ ವ್ಯಾಪ್ತಿಯ 30 ಹಳ್ಳಿಗಳಿಗೆ ಶುದ್ಧ ಕುಡಿಯುವ ನೀರನ್ನು ಸರಬರಾಜು ಮಾಡಲಾಗುವುದು ಎಂದು ಶಾಸಕ ವೀರೇಂದ್ರ ಪಪ್ಪಿ ಅವರು ಮಾಹಿತಿ ನೀಡಿದರು. ಈ ಸಂದರ್ಭದಲ್ಲಿ ಜಿಲ್ಲಾ ಗ್ಯಾರಂಟಿ ಯೋಜನೆಗಳ ಅನುಷ್ಠಾನ ಪ್ರಾಧಿಕಾರದ ಅಧ್ಯಕ್ಷ ಎನ್. ಶಿವಣ್ಣ, ಗ್ರಾಮ ಪಂಚಾಯಿತಿ ಅಧ್ಯಕ್ಷೆ ಶಶಿಕಲಾ ತಿಪ್ಪೇಸ್ವಾಮಿ, ಸದಸ್ಯರುಗಳಾದ ರೂಪ, ಲಕ್ಷ್ಮೀದೇವಿ, ರವಿಕುಮಾರ್, ಮಾರುತಿ ಸೇರಿದಂತೆ ಅನೇಕರು ಹಾಜರಿದ್ದರು.	[721, 899, 962, 1062]
nss-inauguration-photo	[45, 1853, 659, 2175]
article-bheema-rathayatra-headline: ಭೀಮಹೆಜ್ಜೆ ರಥಯಾತ್ರೆ ಸ್ವಾಗತಿಸಿ ಬೀಳ್ಕೊಟ್ಟ ಶಾಸಕ ಬಿ.ಪಿ.ಹರೀಶ್	[81, 1309, 926, 1358]
article-bheema-rathayatra-photo	[278, 1373, 706, 1628]
brahmin-community-group-photo	[979, 164, 1502, 394]
page-header	[0, 0, 1540, 84]
article-housing	[44, 83, 962, 750]
